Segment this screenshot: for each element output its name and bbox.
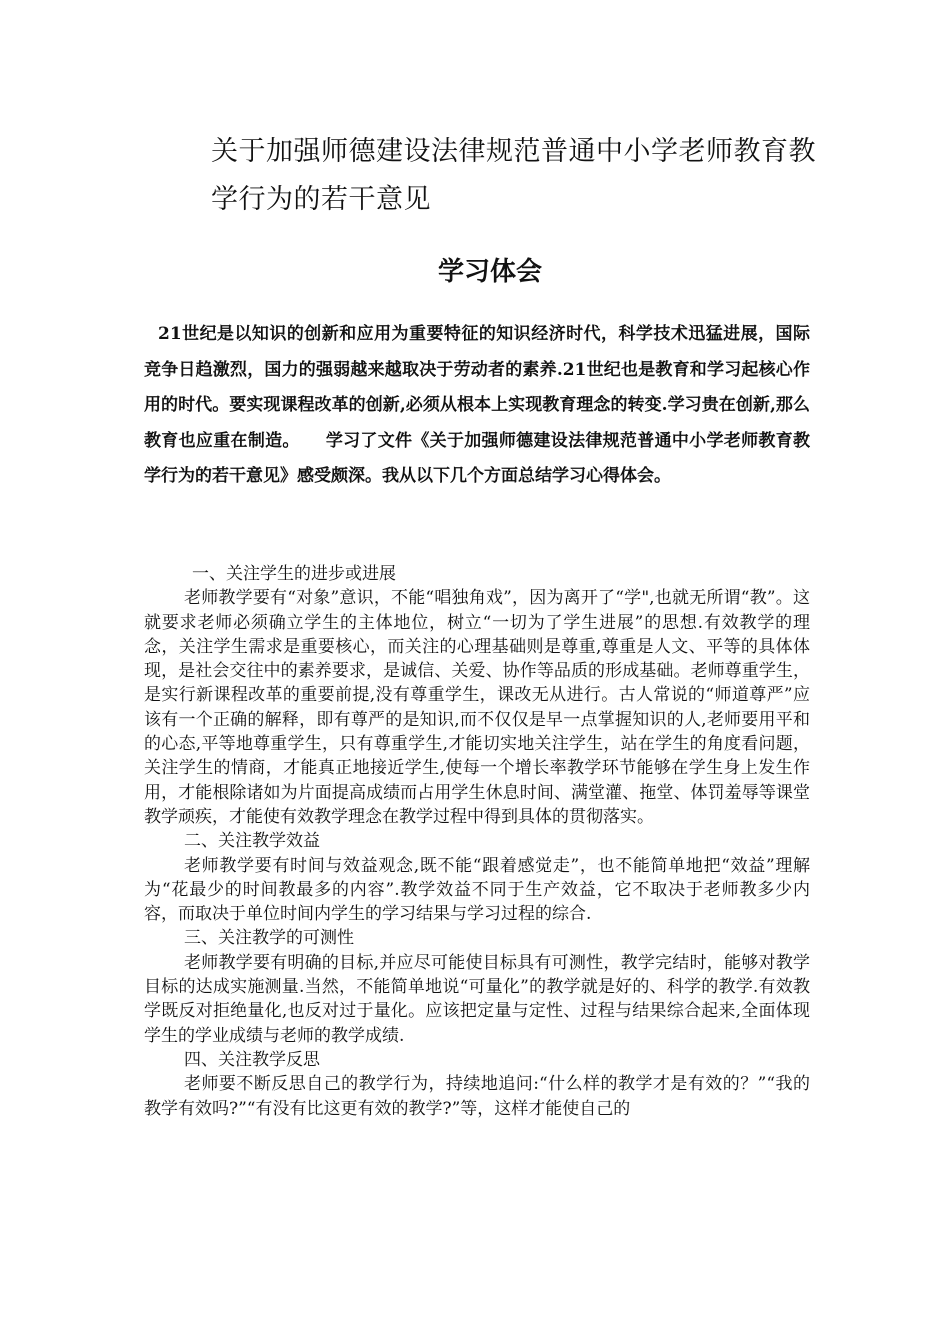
document-subtitle: 学习体会 bbox=[437, 257, 542, 287]
section-heading-1: 一、关注学生的进步或进展 bbox=[192, 564, 396, 584]
section-heading-3: 三、关注教学的可测性 bbox=[184, 928, 354, 949]
intro-paragraph: 21世纪是以知识的创新和应用为重要特征的知识经济时代，科学技术迅猛进展，国际竞争日趋激烈，国力的强弱越来越取决于劳动者的素养.21世纪也是教育和学习起核心作用的时代。要实现课程改革的创新,必须从根本上实现教育理念的转变.学习贵在创新,那么教育也应重在制造。 学习了文件《关于加强师德建设法律规范普通中小学老师教育教学行为的若干意见》感受颇深。我从以下几个方面总结学习心得体会。 bbox=[144, 324, 810, 486]
section-text-4: 老师要不断反思自己的教学行为，持续地追问:“什么样的教学才是有效的？”“我的教学有效吗?”“有没有比这更有效的教学?”等，这样才能使自己的 bbox=[144, 1074, 810, 1119]
document-body bbox=[144, 562, 810, 1121]
section-heading-4: 四、关注教学反思 bbox=[184, 1049, 320, 1070]
document-title: 关于加强师德建设法律规范普通中小学老师教育教学行为的若干意见 bbox=[211, 136, 816, 215]
section-text-2: 老师教学要有时间与效益观念,既不能“跟着感觉走”，也不能简单地把“效益”理解为“花最少的时间教最多的内容”.教学效益不同于生产效益，它不取决于老师教多少内容，而取决于单位时间内学生的学习结果与学习过程的综合. bbox=[144, 855, 810, 925]
section-text-1: 老师教学要有“对象”意识，不能“唱独角戏”，因为离开了“学",也就无所谓“教”。这就要求老师必须确立学生的主体地位，树立“一切为了学生进展”的思想.有效教学的理念，关注学生需求是重要核心，而关注的心理基础则是尊重,尊重是人文、平等的具体体现，是社会交往中的素养要求，是诚信、关爱、协作等品质的形成基础。老师尊重学生，是实行新课程改革的重要前提,没有尊重学生，课改无从进行。古人常说的“师道尊严”应该有一个正确的解释，即有尊严的是知识,而不仅仅是早一点掌握知识的人,老师要用平和的心态,平等地尊重学生，只有尊重学生,才能切实地关注学生，站在学生的角度看问题，关注学生的情商，才能真正地接近学生,使每一个增长率教学环节能够在学生身上发生作用，才能根除诸如为片面提高成绩而占用学生休息时间、满堂灌、拖堂、体罚羞辱等课堂教学顽疾，才能使有效教学理念在教学过程中得到具体的贯彻落实。 bbox=[144, 588, 810, 827]
section-heading-2: 二、关注教学效益 bbox=[184, 831, 320, 852]
section-text-3: 老师教学要有明确的目标,并应尽可能使目标具有可测性，教学完结时，能够对教学目标的达成实施测量.当然，不能简单地说“可量化”的教学就是好的、科学的教学.有效教学既反对拒绝量化,也反对过于量化。应该把定量与定性、过程与结果综合起来,全面体现学生的学业成绩与老师的教学成绩. bbox=[144, 952, 810, 1046]
